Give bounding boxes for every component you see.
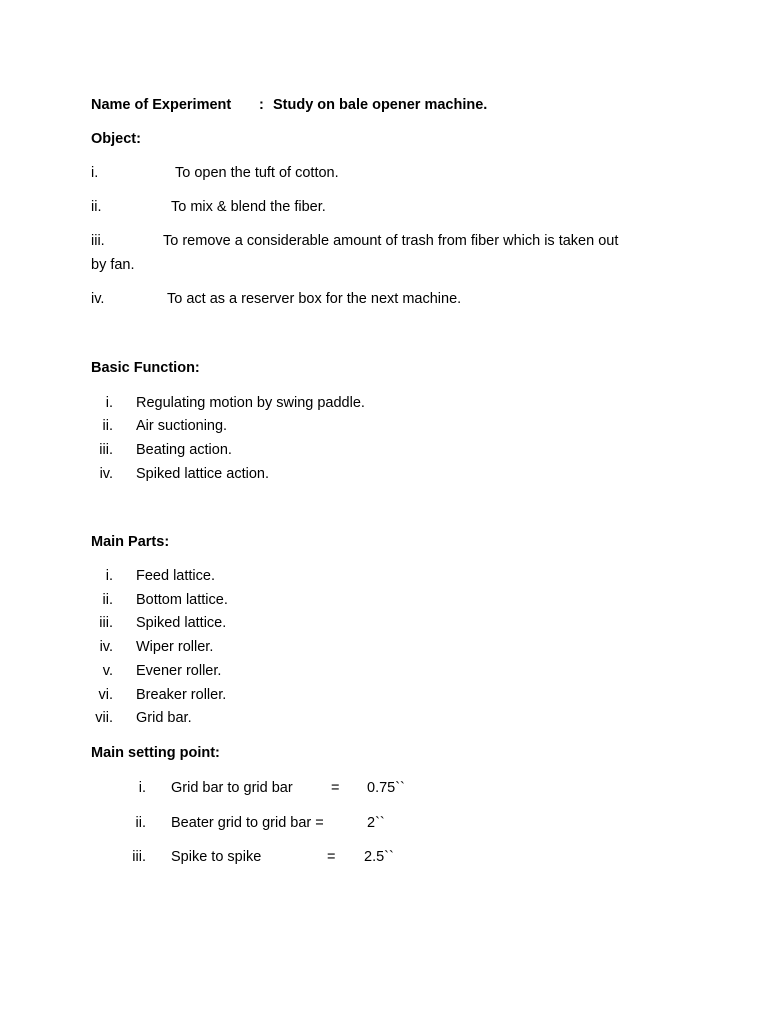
basic-function-item-text: Beating action. (136, 442, 232, 458)
setting-item-equals: = (327, 849, 336, 865)
object-item-text: To mix & blend the fiber. (171, 199, 326, 215)
experiment-title: Study on bale opener machine. (273, 97, 488, 113)
basic-function-item-num: i. (105, 395, 113, 411)
basic-function-item-text: Spiked lattice action. (136, 466, 269, 482)
setting-item-label: Grid bar to grid bar (171, 780, 293, 796)
basic-function-item-text: Air suctioning. (136, 418, 228, 434)
basic-function-item-num: iii. (99, 442, 113, 458)
setting-item-equals: = (331, 780, 340, 796)
object-item-text-continued: by fan. (91, 257, 135, 273)
object-item-num: i. (91, 165, 99, 181)
basic-function-item-text: Regulating motion by swing paddle. (136, 395, 365, 411)
object-item-num: iv. (91, 291, 105, 307)
main-parts-item-num: i. (105, 568, 113, 584)
main-parts-item-num: vi. (98, 687, 113, 703)
setting-item-num: i. (138, 780, 146, 796)
main-parts-item-num: ii. (102, 592, 113, 608)
setting-item-value: 2`` (367, 815, 385, 831)
main-parts-item-text: Grid bar. (136, 710, 192, 726)
main-parts-heading: Main Parts: (91, 534, 170, 550)
main-parts-item-text: Evener roller. (136, 663, 222, 679)
setting-item-label: Spike to spike (171, 849, 262, 865)
main-parts-item-num: iv. (99, 639, 113, 655)
object-item-text: To remove a considerable amount of trash from fiber which is taken out (163, 233, 619, 249)
basic-function-heading: Basic Function: (91, 360, 200, 376)
setting-item-num: iii. (132, 849, 146, 865)
main-parts-item-text: Bottom lattice. (136, 592, 228, 608)
object-item-text: To open the tuft of cotton. (175, 165, 339, 181)
object-item-text: To act as a reserver box for the next machine. (167, 291, 462, 307)
setting-item-value: 0.75`` (367, 780, 405, 796)
main-parts-item-num: iii. (99, 615, 113, 631)
basic-function-item-num: iv. (99, 466, 113, 482)
main-setting-heading: Main setting point: (91, 745, 220, 761)
object-heading: Object: (91, 131, 141, 147)
object-item-num: ii. (91, 199, 102, 215)
main-parts-item-text: Breaker roller. (136, 687, 227, 703)
setting-item-num: ii. (135, 815, 146, 831)
basic-function-item-num: ii. (102, 418, 113, 434)
setting-item-label: Beater grid to grid bar = (171, 815, 324, 831)
main-parts-item-num: v. (102, 663, 113, 679)
main-parts-item-text: Wiper roller. (136, 639, 214, 655)
setting-item-value: 2.5`` (364, 849, 394, 865)
main-parts-item-text: Spiked lattice. (136, 615, 227, 631)
experiment-separator: : (259, 97, 264, 113)
object-item-num: iii. (91, 233, 105, 249)
experiment-label: Name of Experiment (91, 97, 232, 113)
main-parts-item-num: vii. (95, 710, 113, 726)
main-parts-item-text: Feed lattice. (136, 568, 215, 584)
